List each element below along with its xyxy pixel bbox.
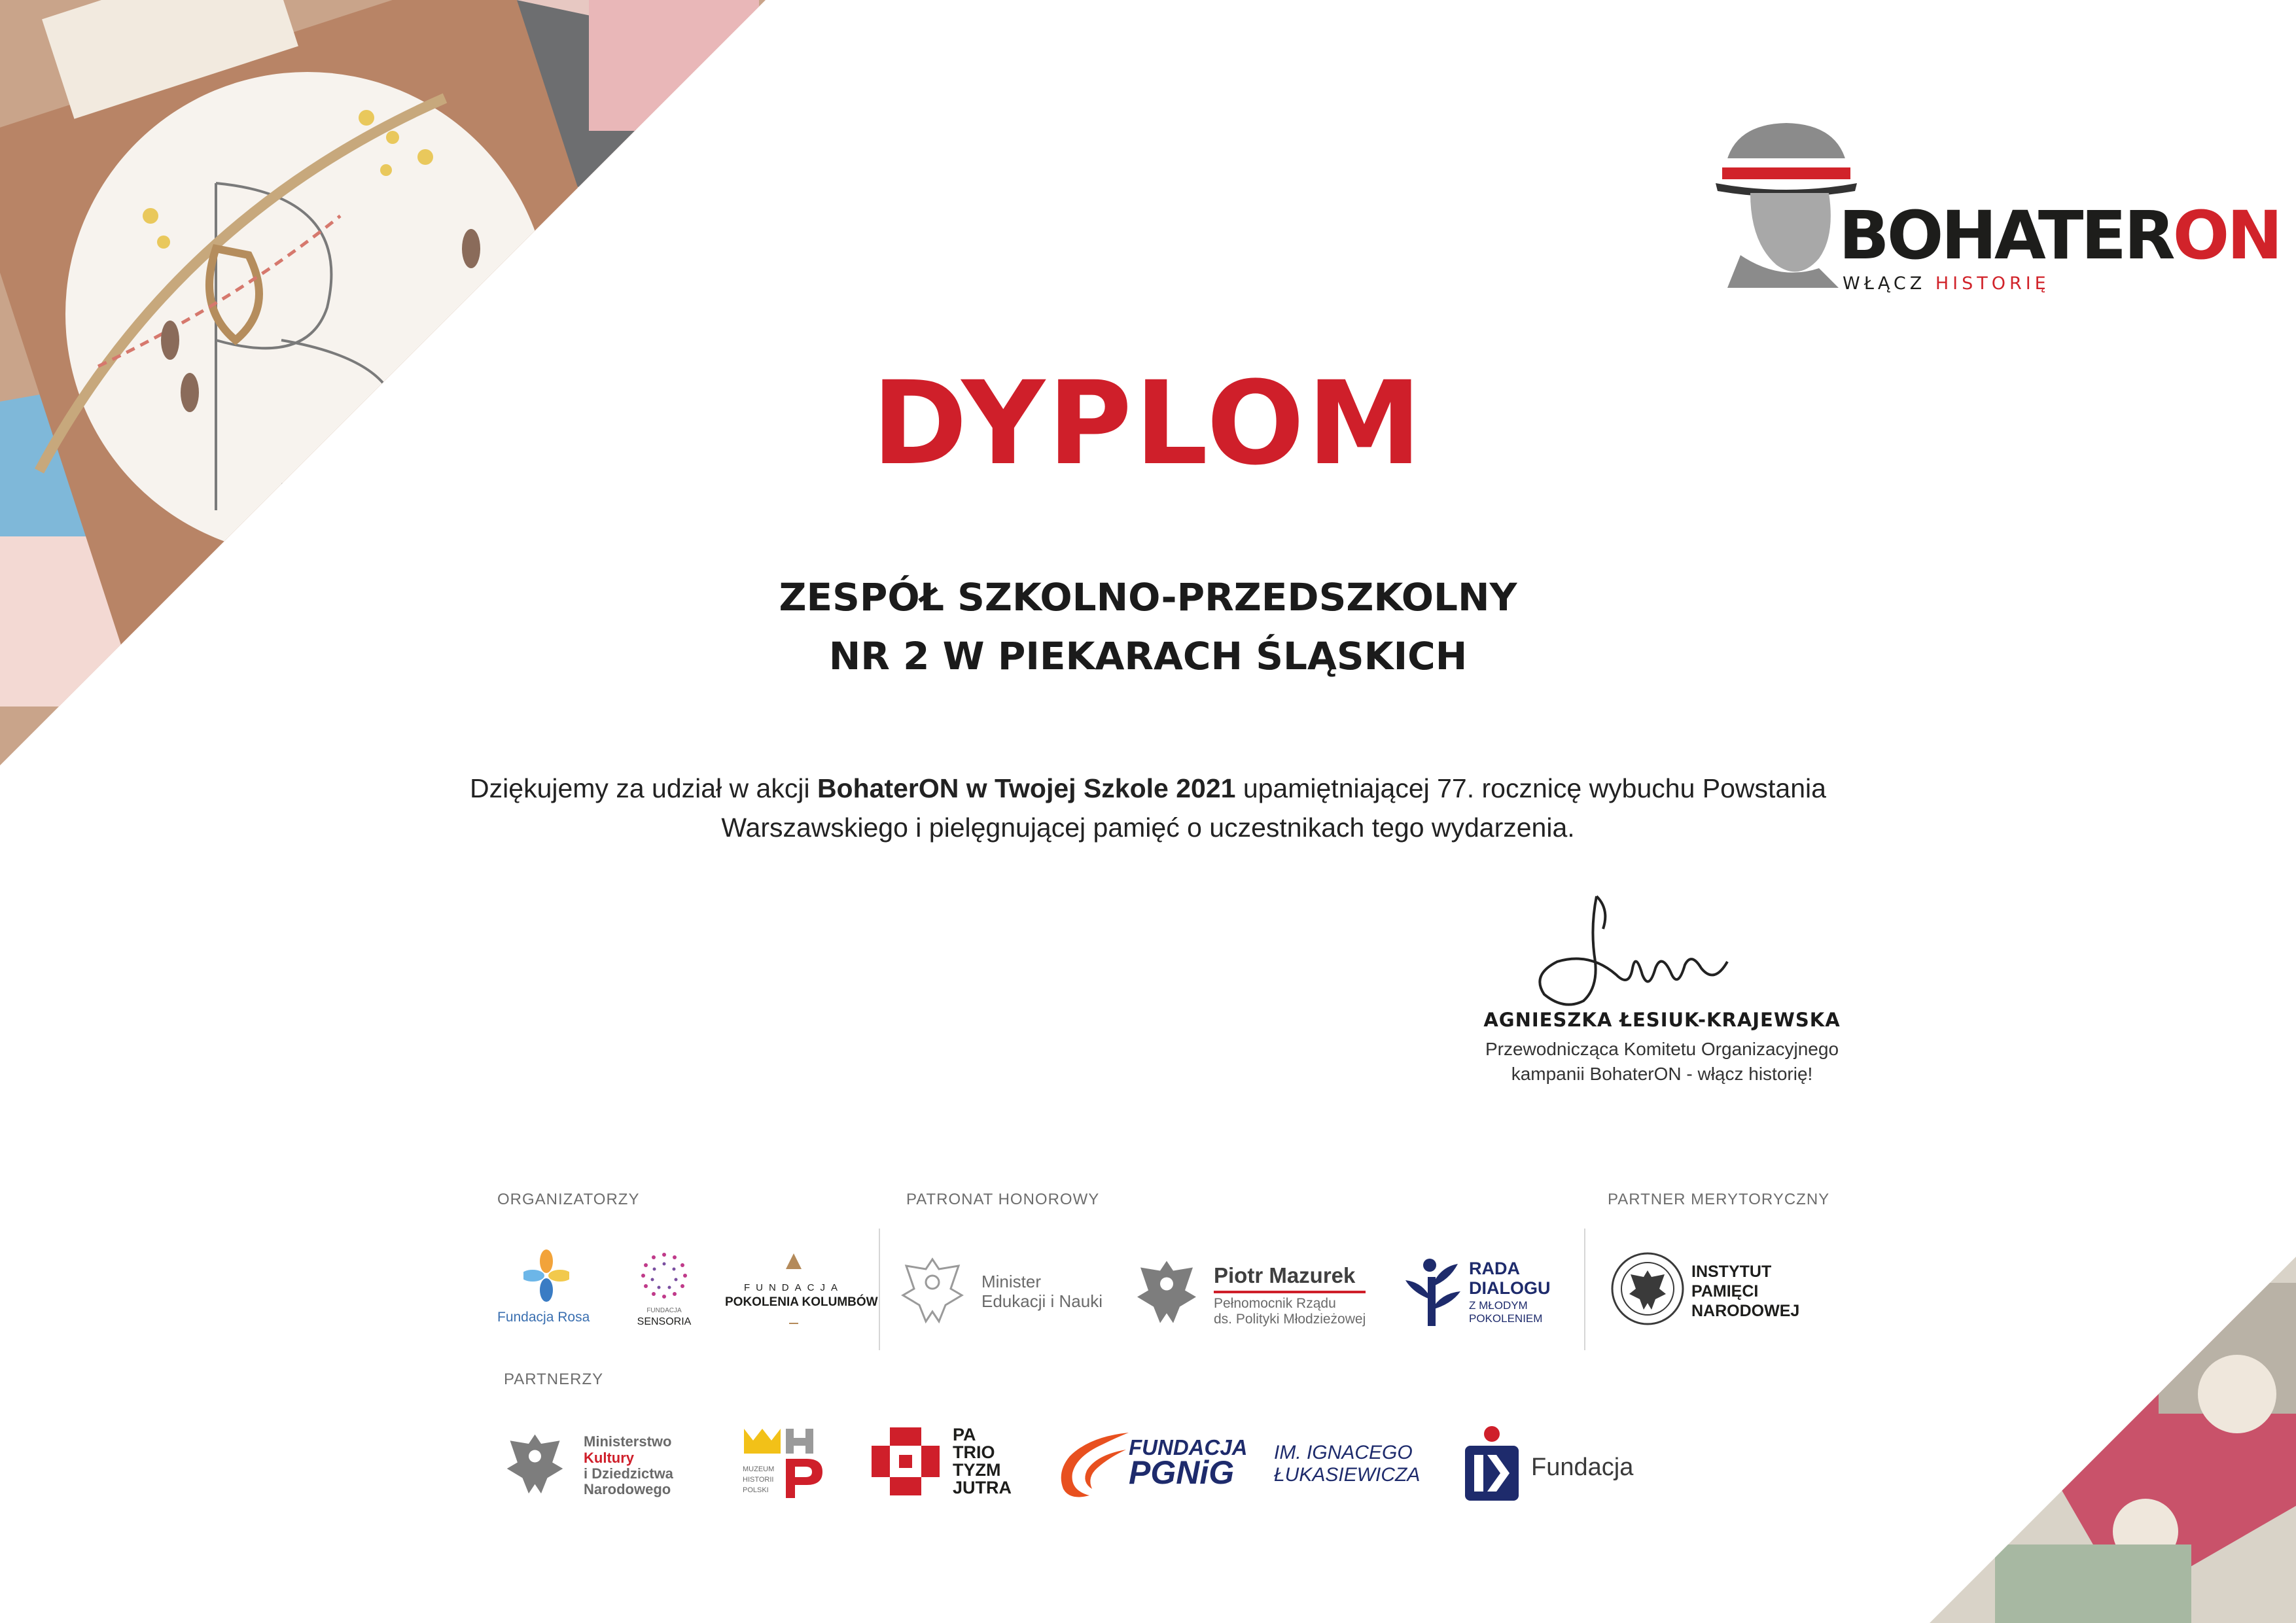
rada-dialogu-tree-icon — [1400, 1257, 1466, 1329]
message-part-2: upamiętniającej 77. rocznicę wybuchu Powstania — [1235, 773, 1826, 803]
kolumbow-underline — [789, 1323, 798, 1324]
message-campaign-name: BohaterON w Twojej Szkole 2021 — [817, 773, 1236, 803]
pko-piggy-icon — [1462, 1425, 1521, 1502]
patriotyzm-label-4: JUTRA — [953, 1478, 1012, 1497]
patriotyzm-label-3: TYZM — [953, 1460, 1001, 1480]
sensoria-label-2: SENSORIA — [637, 1316, 692, 1327]
pgnig-label-4: ŁUKASIEWICZA — [1274, 1464, 1421, 1486]
organizers-label: ORGANIZATORZY — [497, 1191, 640, 1208]
kolumbow-label-2: POKOLENIA KOLUMBÓW — [725, 1295, 878, 1309]
signatory-role-line-2: kampanii BohaterON - włącz historię! — [1511, 1064, 1813, 1084]
patriotyzm-label-1: PA — [953, 1425, 976, 1444]
ipn-logo — [1610, 1251, 1806, 1329]
pgnig-label-3: IM. IGNACEGO — [1274, 1442, 1413, 1463]
rosa-flower-icon — [523, 1249, 569, 1302]
mkidn-label-3: i Dziedzictwa — [584, 1465, 673, 1482]
rada-label-3: Z MŁODYM — [1469, 1299, 1528, 1312]
recipient-line-1: ZESPÓŁ SZKOLNO-PRZEDSZKOLNY — [779, 575, 1517, 620]
ipn-label-1: INSTYTUT — [1691, 1263, 1772, 1281]
muzeum-label-3: POLSKI — [743, 1486, 769, 1494]
fundacja-pgnig-logo — [1050, 1430, 1430, 1502]
logo-wordmark — [1839, 197, 2280, 275]
pgnig-flame-icon — [1050, 1430, 1135, 1501]
mazurek-underline — [1214, 1291, 1366, 1293]
muzeum-label-2: HISTORII — [743, 1476, 774, 1484]
fundacja-pokolenia-kolumbow-logo — [725, 1249, 878, 1331]
minister-label-1: Minister — [981, 1272, 1042, 1291]
fundacja-rosa-logo — [497, 1249, 595, 1328]
mkidn-label-4: Narodowego — [584, 1481, 671, 1497]
logo-wordmark-accent: ON — [2172, 197, 2280, 275]
sensoria-dots-icon — [638, 1249, 690, 1302]
bohateron-logo — [1714, 118, 2280, 301]
patriotyzm-jutra-logo — [870, 1426, 1021, 1505]
recipient-name — [0, 568, 2296, 686]
diploma-title: DYPLOM — [872, 357, 1424, 491]
soldier-helmet-icon — [1714, 118, 1858, 288]
mazurek-name: Piotr Mazurek — [1214, 1263, 1356, 1287]
polish-eagle-icon — [1134, 1253, 1199, 1328]
section-divider — [879, 1229, 880, 1350]
ipn-seal-icon — [1610, 1251, 1686, 1327]
recipient-line-2: NR 2 W PIEKARACH ŚLĄSKICH — [828, 634, 1468, 678]
logo-wordmark-main: BOHATER — [1839, 197, 2173, 275]
mkidn-label-1: Ministerstwo — [584, 1433, 672, 1450]
rada-dialogu-logo — [1400, 1257, 1570, 1329]
kolumbow-emblem-icon — [781, 1249, 807, 1276]
rada-label-2: DIALOGU — [1469, 1278, 1551, 1298]
patriotyzm-jutra-icon — [870, 1426, 941, 1497]
signatory-name: AGNIESZKA ŁESIUK-KRAJEWSKA — [1483, 1009, 1841, 1031]
message-line-2: Warszawskiego i pielęgnującej pamięć o uczestnikach tego wydarzenia. — [721, 812, 1575, 843]
rada-label-1: RADA — [1469, 1259, 1520, 1278]
handwritten-signature — [1518, 890, 1780, 1021]
partners-label: PARTNERZY — [504, 1370, 604, 1388]
fundacja-sensoria-logo — [631, 1249, 697, 1331]
message-part-1: Dziękujemy za udział w akcji — [470, 773, 817, 803]
mkidn-label-2: Kultury — [584, 1450, 634, 1466]
rada-label-4: POKOLENIEM — [1469, 1312, 1543, 1325]
patronage-label: PATRONAT HONOROWY — [906, 1191, 1100, 1208]
sensoria-label-1: FUNDACJA — [646, 1307, 682, 1314]
signatory-role-line-1: Przewodnicząca Komitetu Organizacyjnego — [1485, 1039, 1839, 1059]
pgnig-label-2: PGNiG — [1129, 1454, 1235, 1491]
minister-edukacji-logo — [900, 1253, 1116, 1325]
muzeum-label-1: MUZEUM — [743, 1465, 775, 1473]
thank-you-message — [393, 769, 1903, 847]
mazurek-label-2: ds. Polityki Młodzieżowej — [1214, 1312, 1366, 1327]
muzeum-historii-polski-logo — [741, 1425, 833, 1503]
section-divider — [1584, 1229, 1585, 1350]
ministerstwo-kultury-logo — [504, 1428, 700, 1500]
mazurek-label-1: Pełnomocnik Rządu — [1214, 1296, 1336, 1311]
logo-tagline-main: WŁĄCZ — [1843, 273, 1926, 294]
rosa-label: Fundacja Rosa — [497, 1310, 590, 1325]
logo-tagline — [1843, 273, 2050, 294]
fundacja-pko-logo — [1462, 1425, 1633, 1503]
logo-tagline-accent: HISTORIĘ — [1935, 273, 2050, 294]
piotr-mazurek-logo — [1134, 1253, 1376, 1328]
pko-label: Fundacja — [1531, 1454, 1634, 1481]
kolumbow-label-1: FUNDACJA — [743, 1282, 843, 1293]
ipn-label-2: PAMIĘCI — [1691, 1282, 1759, 1300]
polish-eagle-icon — [504, 1428, 566, 1497]
patriotyzm-label-2: TRIO — [953, 1442, 995, 1462]
ipn-label-3: NARODOWEJ — [1691, 1302, 1800, 1320]
decorative-collage-bottom-right — [1930, 1257, 2296, 1623]
polish-eagle-icon — [900, 1253, 965, 1325]
pgnig-label-1: FUNDACJA — [1129, 1435, 1248, 1459]
signatory-role — [1368, 1037, 1956, 1087]
content-partner-label: PARTNER MERYTORYCZNY — [1608, 1191, 1830, 1208]
minister-label-2: Edukacji i Nauki — [981, 1291, 1103, 1311]
